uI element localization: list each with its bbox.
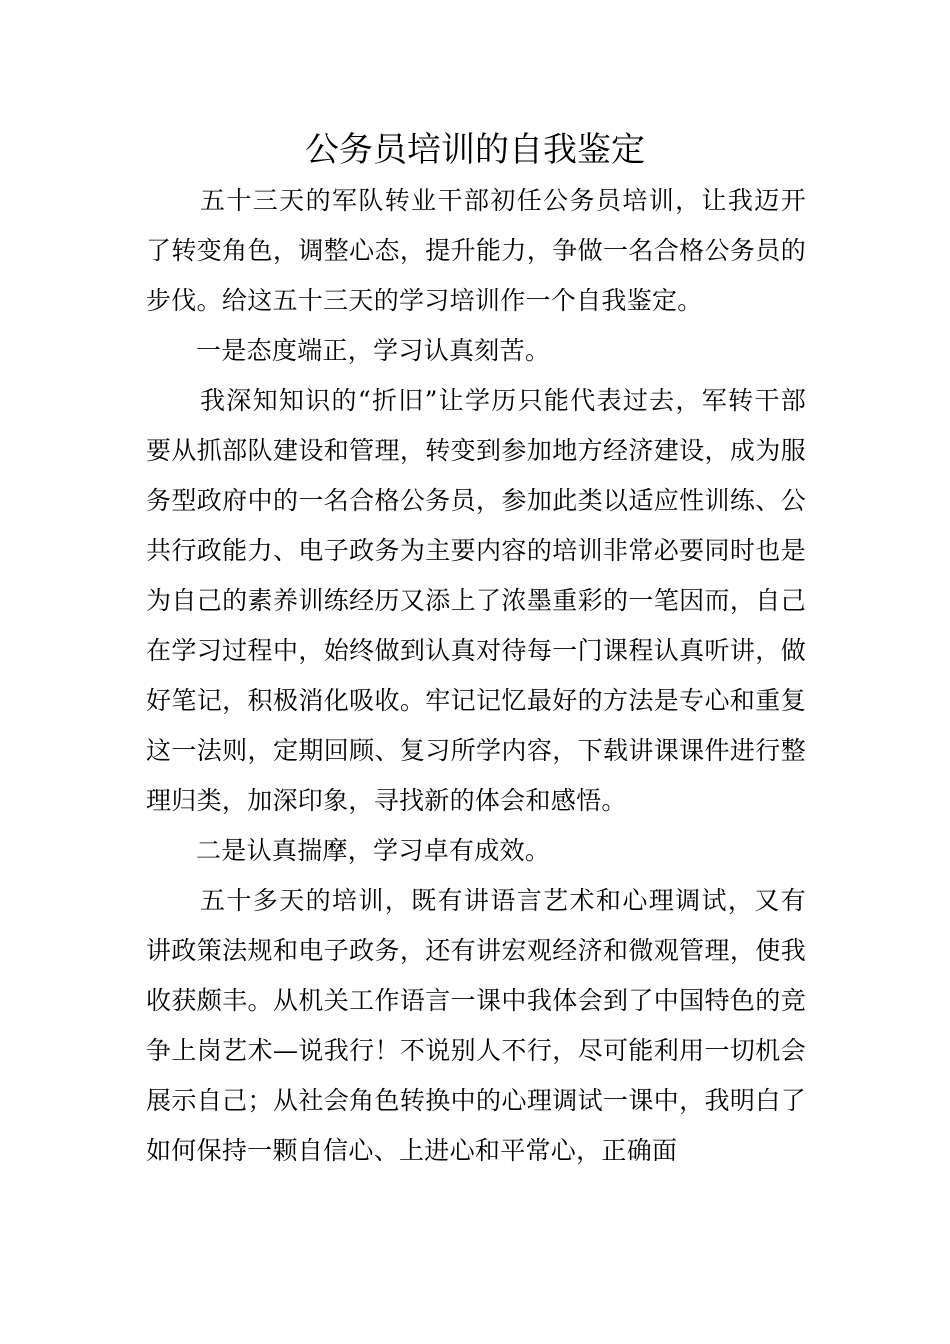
section-heading-attitude: 一是态度端正，学习认真刻苦。 xyxy=(196,336,551,365)
paragraph-attitude: 我深知知识的“折旧”让学历只能代表过去，军转干部要从抓部队建设和管理，转变到参加地方经济建设，成为服务型政府中的一名合格公务员，参加此类以适应性训练、公共行政能力、电子政务为主要内容的培训非常必要同时也是为自己的素养训练经历又添上了浓墨重彩的一笔因而，自己在学习过程中，始终做到认真对待每一门课程认真听讲，做好笔记，积极消化吸收。牢记记忆最好的方法是专心和重复这一法则，定期回顾、复习所学内容，下载讲课课件进行整理归类，加深印象，寻找新的体会和感悟。 xyxy=(146,386,806,815)
section-heading-results: 二是认真揣摩，学习卓有成效。 xyxy=(196,836,551,865)
document-body xyxy=(146,176,806,1176)
paragraph-intro: 五十三天的军队转业干部初任公务员培训，让我迈开了转变角色，调整心态，提升能力，争做一名合格公务员的步伐。给这五十三天的学习培训作一个自我鉴定。 xyxy=(146,186,806,315)
paragraph-results: 五十多天的培训，既有讲语言艺术和心理调试，又有讲政策法规和电子政务，还有讲宏观经济和微观管理，使我收获颇丰。从机关工作语言一课中我体会到了中国特色的竞争上岗艺术—说我行！不说别人不行，尽可能利用一切机会展示自己；从社会角色转换中的心理调试一课中，我明白了如何保持一颗自信心、上进心和平常心，正确面 xyxy=(146,886,806,1165)
document-title: 公务员培训的自我鉴定 xyxy=(305,130,645,170)
